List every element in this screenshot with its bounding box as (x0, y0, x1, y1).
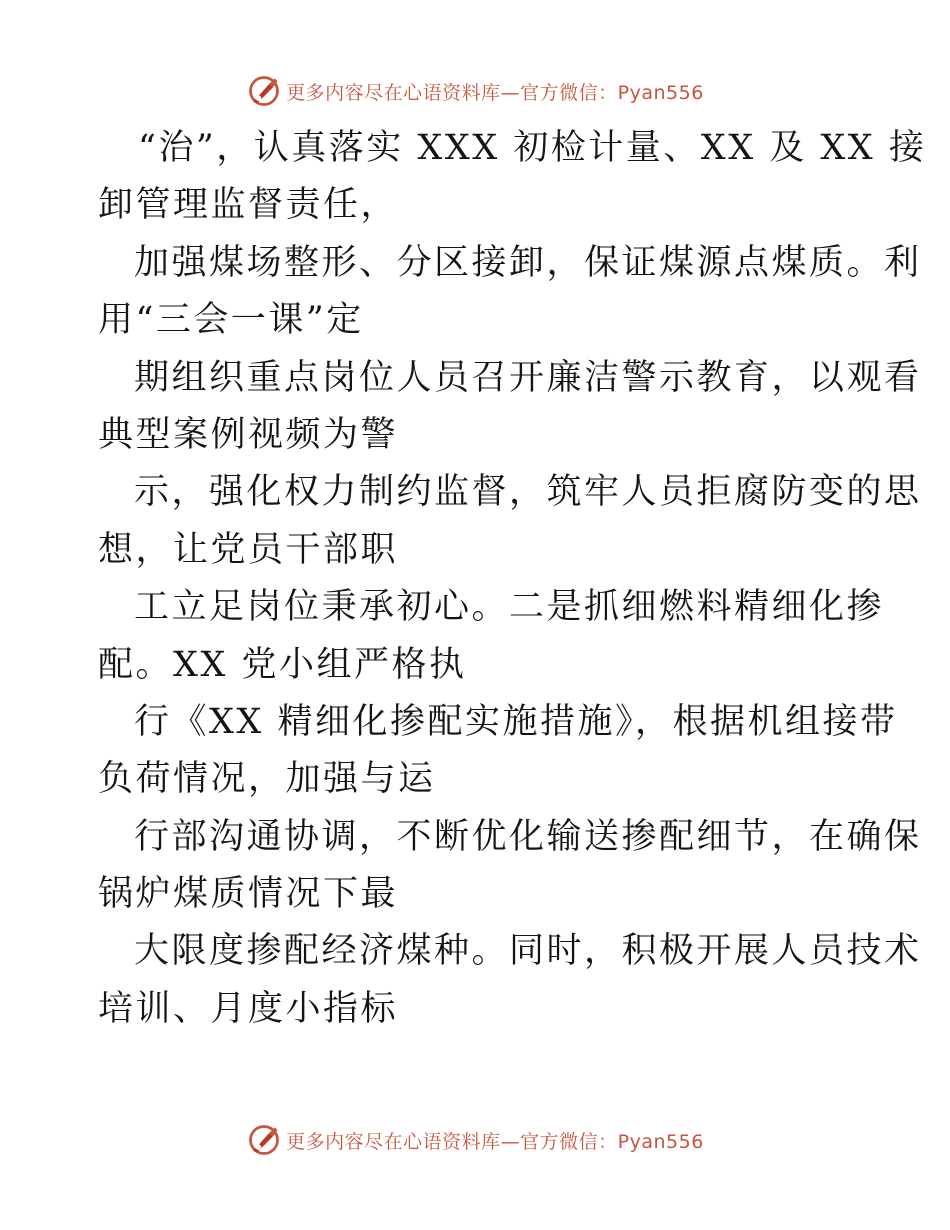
text-line: 行《XX 精细化掺配实施措施》，根据机组接带 (134, 701, 898, 742)
text-line: 锅炉煤质情况下最 (98, 874, 399, 915)
header-watermark (0, 71, 950, 111)
text-line: 大限度掺配经济煤种。同时，积极开展人员技术 (134, 931, 922, 972)
pen-logo-icon (246, 1122, 282, 1158)
text-line: 用“三会一课”定 (98, 300, 364, 341)
document-body (98, 120, 927, 1038)
text-line: “治”，认真落实 XXX 初检计量、XX 及 XX 接 (138, 128, 927, 168)
text-line: 期组织重点岗位人员召开廉洁警示教育，以观看 (134, 357, 922, 398)
text-line: 卸管理监督责任， (98, 185, 399, 226)
text-line: 典型案例视频为警 (98, 414, 399, 455)
footer-watermark (0, 1120, 950, 1160)
text-line: 配。XX 党小组严格执 (98, 644, 467, 685)
pen-logo-icon (246, 73, 282, 109)
text-line: 想，让党员干部职 (98, 529, 399, 570)
text-line: 加强煤场整形、分区接卸，保证煤源点煤质。利 (134, 242, 922, 283)
text-line: 工立足岗位秉承初心。二是抓细燃料精细化掺 (134, 587, 885, 628)
text-line: 负荷情况，加强与运 (98, 759, 436, 800)
text-line: 培训、月度小指标 (98, 988, 399, 1029)
text-line: 示，强化权力制约监督，筑牢人员拒腐防变的思 (134, 472, 922, 513)
header-watermark-text: 更多内容尽在心语资料库—官方微信：Pyan556 (286, 81, 704, 104)
text-line: 行部沟通协调，不断优化输送掺配细节，在确保 (134, 816, 922, 857)
footer-watermark-text: 更多内容尽在心语资料库—官方微信：Pyan556 (286, 1130, 704, 1153)
